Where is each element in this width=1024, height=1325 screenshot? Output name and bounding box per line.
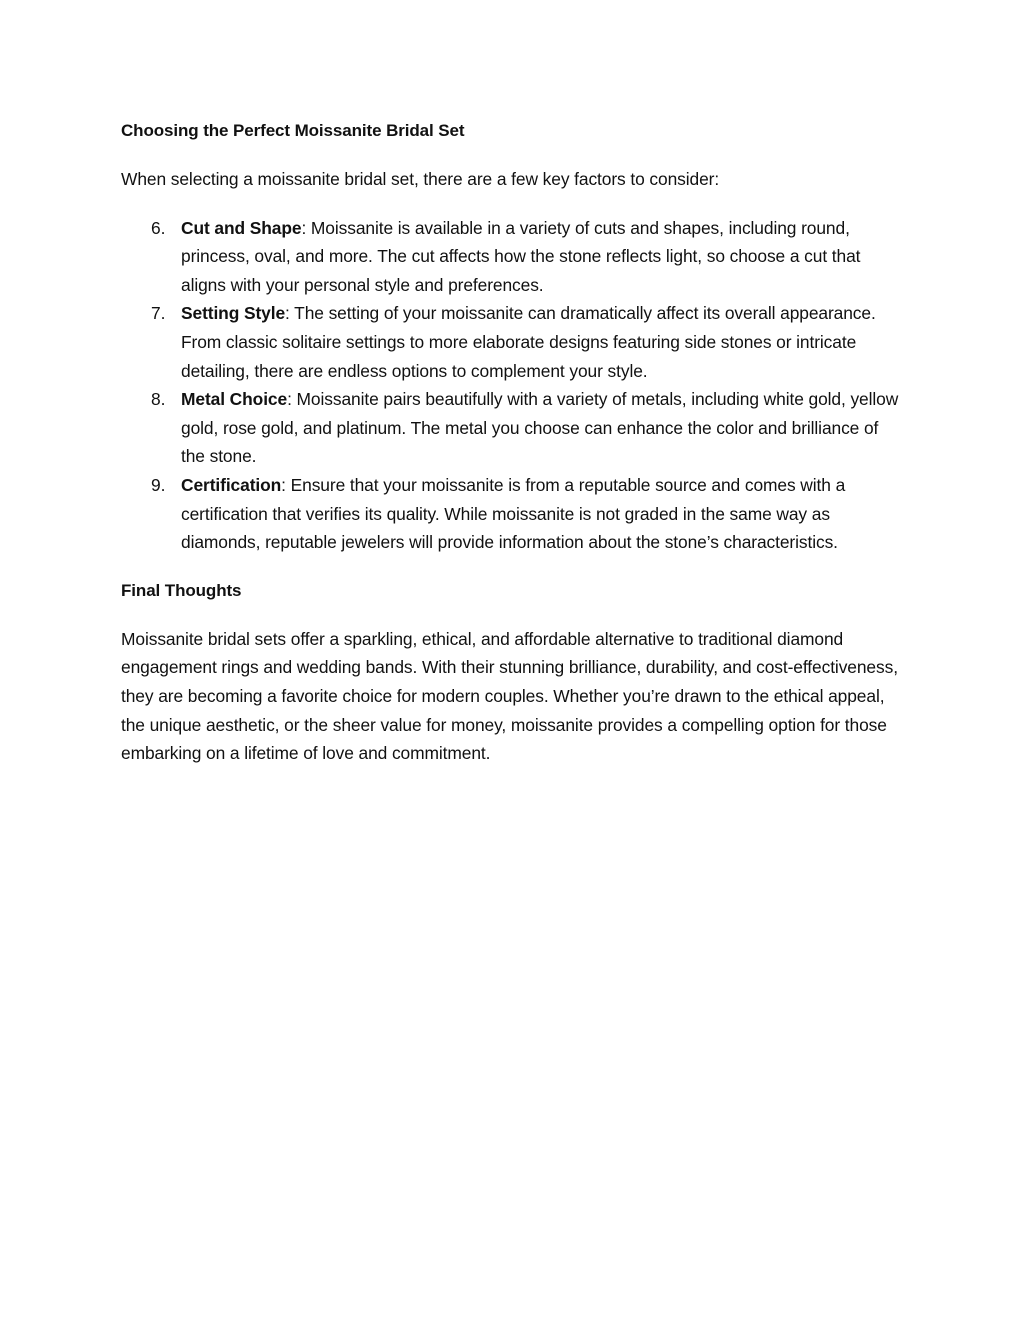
list-item-term: Certification xyxy=(181,474,282,495)
list-item xyxy=(121,385,901,471)
list-item-text: : Ensure that your moissanite is from a reputable source and comes with a certification that verifies its quality. While moissanite is not graded in the same way as diamonds, reputable jewelers will provide information about the stone’s characteristics. xyxy=(181,474,846,553)
final-thoughts-paragraph: Moissanite bridal sets offer a sparkling, ethical, and affordable alternative to traditional diamond engagement rings and wedding bands. With their stunning brilliance, durability, and cost-effectiveness, they are becoming a favorite choice for modern couples. Whether you’re drawn to the ethical appeal, the unique aesthetic, or the sheer value for money, moissanite provides a compelling option for those embarking on a lifetime of love and commitment. xyxy=(121,628,898,764)
list-item-term: Metal Choice xyxy=(181,389,288,410)
list-item-term: Setting Style xyxy=(181,303,286,324)
list-item-text: : The setting of your moissanite can dramatically affect its overall appearance. From classic solitaire settings to more elaborate designs featuring side stones or intricate detailing, there are endless options to complement your style. xyxy=(181,303,876,381)
list-item xyxy=(121,471,901,557)
list-item-number: 8. xyxy=(151,389,166,410)
final-thoughts-heading: Final Thoughts xyxy=(121,580,242,600)
list-item-term: Cut and Shape xyxy=(181,217,302,238)
list-item-number: 9. xyxy=(151,474,166,495)
list-item xyxy=(121,214,901,300)
document-page xyxy=(121,117,901,768)
list-item xyxy=(121,299,901,385)
list-item-number: 7. xyxy=(151,303,166,324)
list-item-number: 6. xyxy=(151,217,166,238)
intro-paragraph: When selecting a moissanite bridal set, there are a few key factors to consider: xyxy=(121,169,720,189)
factor-list xyxy=(121,214,901,557)
section-heading: Choosing the Perfect Moissanite Bridal Set xyxy=(121,121,465,140)
list-item-text: : Moissanite is available in a variety of cuts and shapes, including round, princess, oval, and more. The cut affects how the stone reflects light, so choose a cut that aligns with your personal style and preferences. xyxy=(181,217,861,295)
list-item-text: : Moissanite pairs beautifully with a variety of metals, including white gold, yellow gold, rose gold, and platinum. The metal you choose can enhance the color and brilliance of the stone. xyxy=(181,389,899,467)
